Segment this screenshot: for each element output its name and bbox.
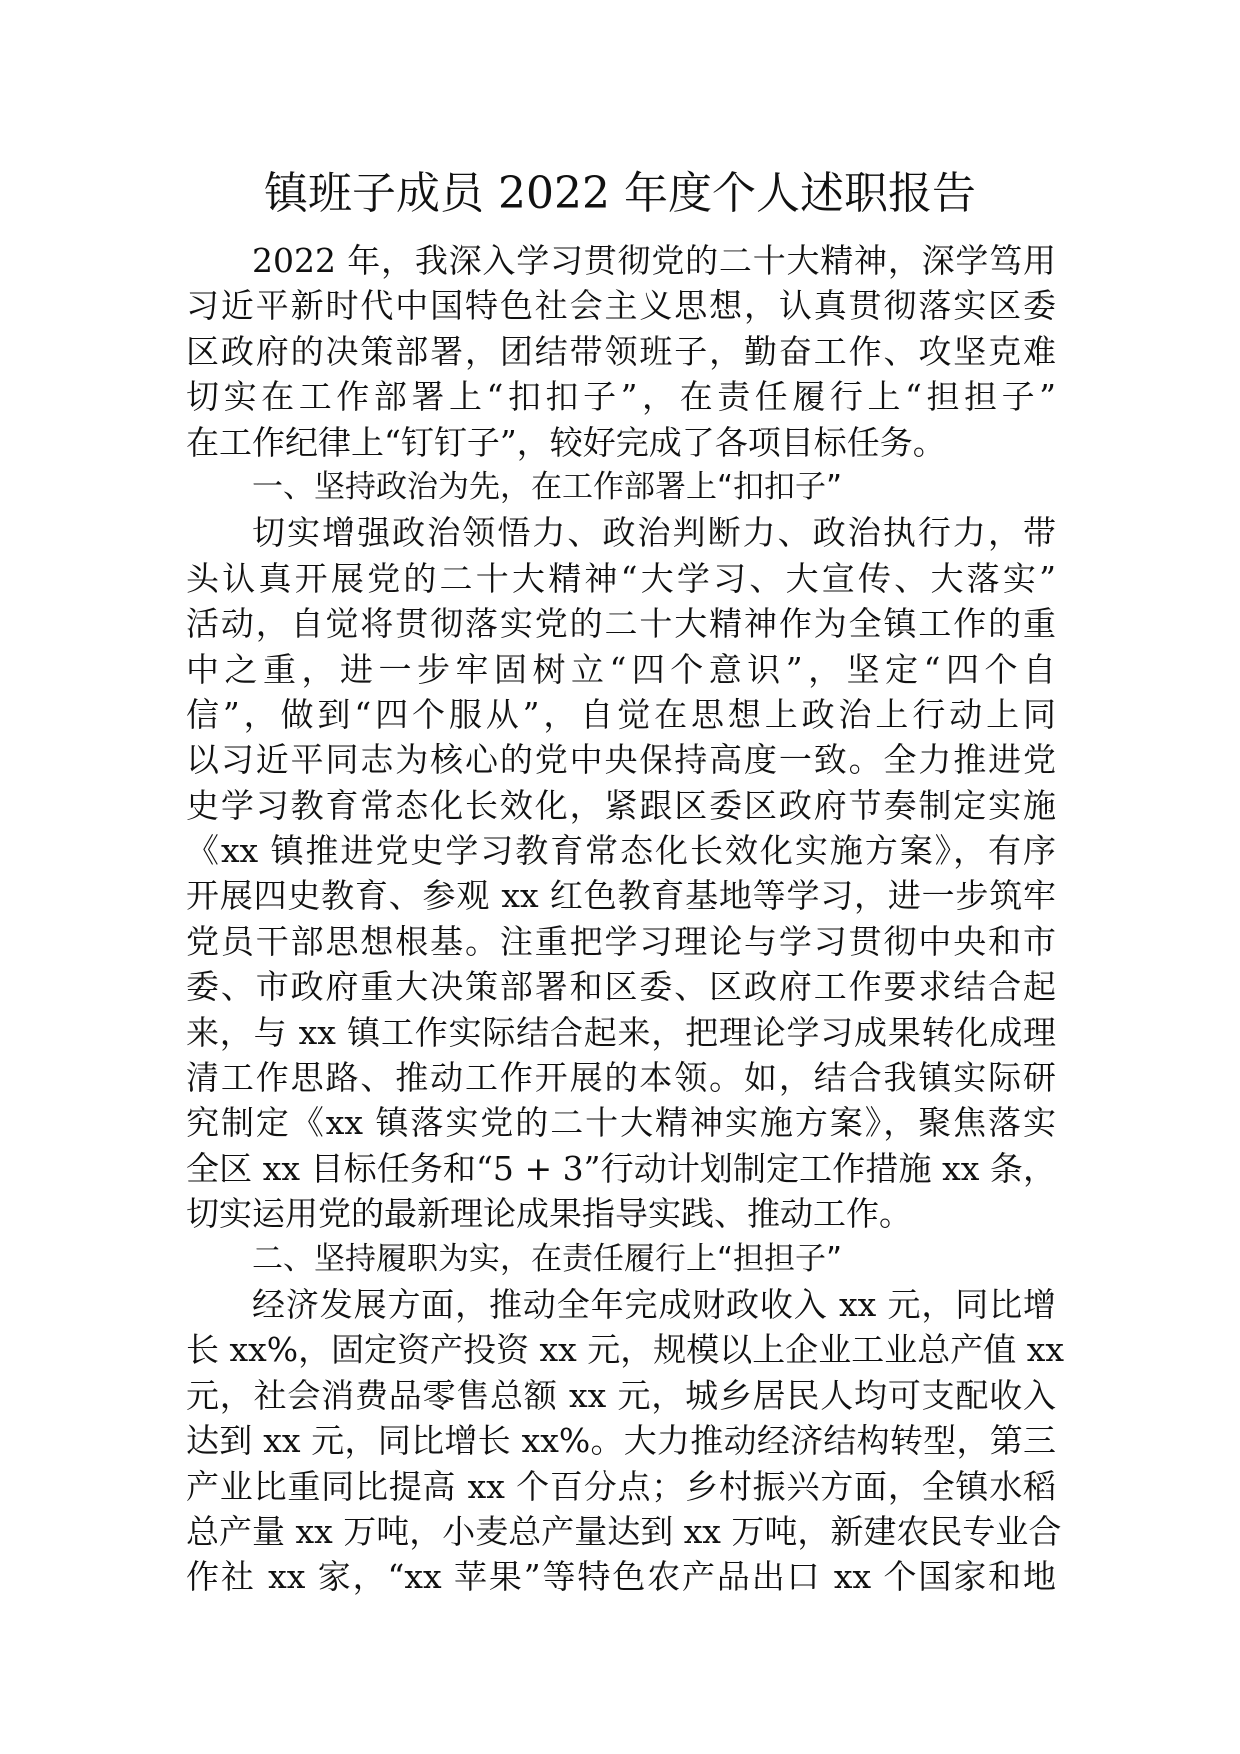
text-line: 切实增强政治领悟力、政治判断力、政治执行力，带: [252, 513, 1056, 553]
text-line: 元，社会消费品零售总额 xx 元，城乡居民人均可支配收入: [186, 1375, 1056, 1415]
text-line: 2022 年，我深入学习贯彻党的二十大精神，深学笃用: [252, 241, 1056, 280]
document-title: 镇班子成员 2022 年度个人述职报告: [264, 168, 976, 219]
text-line: 总产量 xx 万吨，小麦总产量达到 xx 万吨，新建农民专业合: [186, 1511, 1062, 1551]
text-line: 作社 xx 家，“xx 苹果”等特色农产品出口 xx 个国家和地: [186, 1557, 1056, 1597]
text-line: 习近平新时代中国特色社会主义思想，认真贯彻落实区委: [186, 286, 1056, 326]
text-line: 党员干部思想根基。注重把学习理论与学习贯彻中央和市: [186, 921, 1056, 961]
text-line: 来，与 xx 镇工作实际结合起来，把理论学习成果转化成理: [186, 1012, 1056, 1052]
text-line: 信”，做到“四个服从”，自觉在思想上政治上行动上同: [186, 694, 1056, 734]
text-line: 究制定《xx 镇落实党的二十大精神实施方案》，聚焦落实: [186, 1103, 1056, 1143]
text-line: 切实运用党的最新理论成果指导实践、推动工作。: [186, 1194, 912, 1234]
paragraph-intro: [186, 238, 1056, 465]
text-line: 委、市政府重大决策部署和区委、区政府工作要求结合起: [186, 967, 1056, 1007]
text-line: 经济发展方面，推动全年完成财政收入 xx 元，同比增: [252, 1284, 1056, 1324]
text-line: 产业比重同比提高 xx 个百分点；乡村振兴方面，全镇水稻: [186, 1466, 1056, 1506]
text-line: 史学习教育常态化长效化，紧跟区委区政府节奏制定实施: [186, 785, 1056, 825]
section-heading-text: 一、坚持政治为先，在工作部署上“扣扣子”: [252, 468, 843, 505]
paragraph-section-1: [186, 510, 1056, 1236]
text-line: 在工作纪律上“钉钉子”，较好完成了各项目标任务。: [186, 422, 946, 462]
text-line: 中之重，进一步牢固树立“四个意识”，坚定“四个自: [186, 649, 1056, 689]
text-line: 达到 xx 元，同比增长 xx%。大力推动经济结构转型，第三: [186, 1421, 1056, 1461]
text-line: 长 xx%，固定资产投资 xx 元，规模以上企业工业总产值 xx: [186, 1330, 1064, 1370]
text-line: 区政府的决策部署，团结带领班子，勤奋工作、攻坚克难: [186, 331, 1056, 371]
document-body: [186, 238, 1064, 1600]
text-line: 清工作思路、推动工作开展的本领。如，结合我镇实际研: [186, 1058, 1056, 1098]
text-line: 开展四史教育、参观 xx 红色教育基地等学习，进一步筑牢: [186, 876, 1056, 916]
text-line: 头认真开展党的二十大精神“大学习、大宣传、大落实”: [186, 558, 1056, 598]
section-heading-text: 二、坚持履职为实，在责任履行上“担担子”: [252, 1240, 843, 1277]
paragraph-section-2: [186, 1282, 1064, 1600]
text-line: 切实在工作部署上“扣扣子”，在责任履行上“担担子”: [186, 377, 1056, 417]
text-line: 活动，自觉将贯彻落实党的二十大精神作为全镇工作的重: [186, 604, 1056, 644]
text-line: 全区 xx 目标任务和“5 + 3”行动计划制定工作措施 xx 条，: [186, 1148, 1056, 1188]
section-heading-2: [186, 1237, 1056, 1282]
text-line: 以习近平同志为核心的党中央保持高度一致。全力推进党: [186, 740, 1056, 780]
section-heading-1: [186, 465, 1056, 510]
text-line: 《xx 镇推进党史学习教育常态化长效化实施方案》，有序: [186, 831, 1056, 871]
